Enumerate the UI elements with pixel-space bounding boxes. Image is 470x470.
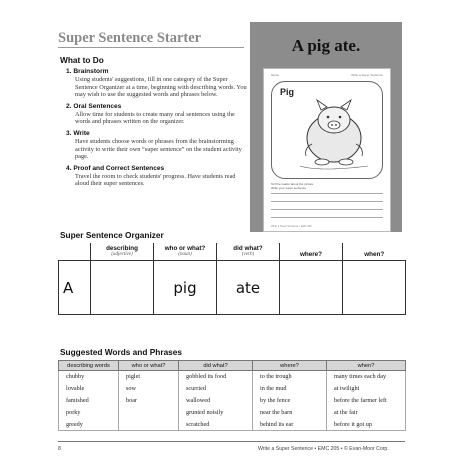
preview-heading: A pig ate. (291, 36, 361, 55)
table-cell: famished (59, 395, 119, 407)
activity-preview-panel (250, 22, 402, 232)
table-cell: in the mud (253, 383, 327, 395)
sheet-instructions (271, 182, 383, 190)
step-body: Using students' suggestions, fill in one category of the Super Sentence Organizer at a time, beginning with describing words. You may wish to use the suggested words and phrases below. (75, 76, 247, 99)
step-title: 3. Write (66, 129, 90, 137)
table-cell (119, 419, 179, 431)
suggested-words-table (58, 360, 406, 431)
writing-line (271, 209, 383, 210)
table-cell: greedy (59, 419, 119, 431)
table-cell: scratched (179, 419, 253, 431)
organizer-row (59, 261, 406, 315)
table-cell: before the farmer left (327, 395, 406, 407)
organizer-heading: Super Sentence Organizer (60, 230, 164, 240)
sheet-instruction-1: Tell the reader about the picture. (271, 182, 315, 186)
sheet-footer: Write a Super Sentence • EMC 205 (271, 225, 312, 228)
suggested-col-header: did what? (179, 361, 253, 371)
step-title: 1. Brainstorm (66, 68, 109, 75)
table-cell: before it got up (327, 419, 406, 431)
pig-illustration (272, 82, 382, 178)
organizer-col-header (154, 243, 217, 261)
table-cell: chubby (59, 371, 119, 383)
col-label: who or what? (164, 245, 206, 252)
table-row (59, 407, 406, 419)
footer-credit: Write a Super Sentence • EMC 205 • © Evan-Moor Corp. (258, 446, 389, 452)
col-label: did what? (233, 245, 263, 252)
pig-picture-frame (271, 81, 383, 179)
table-cell: piglet (119, 371, 179, 383)
step-brainstorm (66, 68, 248, 99)
organizer-col-header (91, 243, 154, 261)
table-cell: many times each day (327, 371, 406, 383)
table-row (59, 371, 406, 383)
table-cell: lovable (59, 383, 119, 395)
table-row (59, 395, 406, 407)
col-part-of-speech: (noun) (178, 252, 192, 257)
col-part-of-speech: (adjective) (111, 252, 133, 257)
footer-rule (58, 441, 405, 442)
what-to-do-heading: What to Do (60, 55, 104, 65)
organizer-cell (280, 261, 343, 315)
organizer-cell (91, 261, 154, 315)
col-part-of-speech: (verb) (241, 252, 255, 257)
sheet-word: Pig (280, 87, 295, 97)
page-title: Super Sentence Starter (58, 30, 202, 46)
step-title: 2. Oral Sentences (66, 102, 122, 110)
sheet-title-label: Write a Super Sentence (351, 73, 383, 77)
steps-list (66, 68, 248, 192)
sheet-name-label: Name (271, 73, 280, 77)
suggested-header-row (59, 361, 406, 371)
table-cell: grunted noisily (179, 407, 253, 419)
table-cell: to the trough (253, 371, 327, 383)
step-proof-correct (66, 165, 248, 188)
organizer-cell: A (59, 261, 91, 315)
table-row (59, 419, 406, 431)
table-row (59, 383, 406, 395)
writing-line (271, 193, 383, 194)
table-cell: behind its ear (253, 419, 327, 431)
organizer-cell (343, 261, 406, 315)
table-cell: scurried (179, 383, 253, 395)
table-cell: near the barn (253, 407, 327, 419)
suggested-col-header: who or what? (119, 361, 179, 371)
writing-line (271, 201, 383, 202)
organizer-cell: ate (217, 261, 280, 315)
step-body: Allow time for students to create many oral sentences using the words and phrases written on the organizer. (75, 110, 235, 126)
col-label: when? (364, 251, 385, 258)
student-activity-sheet (263, 68, 391, 232)
table-cell: wallowed (179, 395, 253, 407)
table-cell (119, 407, 179, 419)
suggested-heading: Suggested Words and Phrases (60, 347, 183, 357)
col-label: describing (106, 245, 138, 252)
step-oral-sentences (66, 103, 248, 126)
table-cell: sow (119, 383, 179, 395)
organizer-col-header (343, 243, 406, 261)
title-rule (58, 47, 244, 48)
table-cell: gobbled its food (179, 371, 253, 383)
sheet-instruction-2: Write your super sentence. (271, 186, 307, 190)
step-body: Have students choose words or phrases from the brainstorming activity to write their own “super sentence” on the student activity page. (75, 137, 242, 161)
suggested-col-header: describing words (59, 361, 119, 371)
super-sentence-organizer (58, 243, 406, 315)
organizer-col-header (280, 243, 343, 261)
step-write (66, 130, 248, 161)
writing-line (271, 217, 383, 218)
table-cell: at twilight (327, 383, 406, 395)
organizer-col-header (59, 243, 91, 261)
table-cell: by the fence (253, 395, 327, 407)
organizer-cell: pig (154, 261, 217, 315)
table-cell: boar (119, 395, 179, 407)
step-body: Travel the room to check students' progress. Have students read aloud their super sentences. (75, 172, 236, 188)
suggested-col-header: when? (327, 361, 406, 371)
col-label: where? (299, 251, 323, 258)
table-cell: porky (59, 407, 119, 419)
suggested-col-header: where? (253, 361, 327, 371)
organizer-header-row (59, 243, 406, 261)
step-title: 4. Proof and Correct Sentences (66, 164, 165, 172)
page-number: 8 (58, 446, 61, 452)
table-cell: at the fair (327, 407, 406, 419)
organizer-col-header (217, 243, 280, 261)
